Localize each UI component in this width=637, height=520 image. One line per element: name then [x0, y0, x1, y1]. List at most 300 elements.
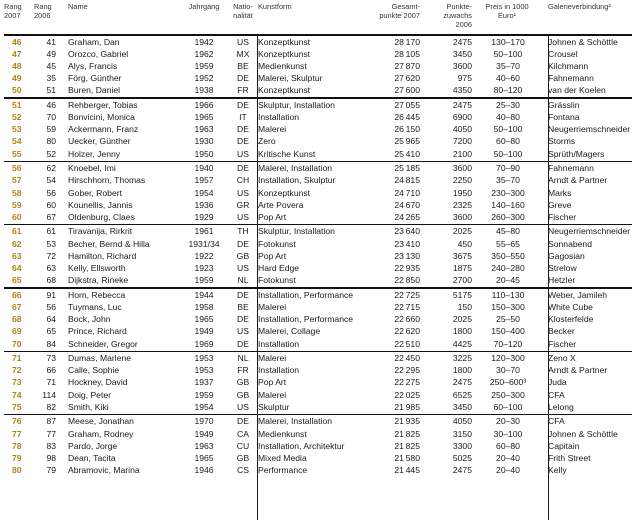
gallery: Arndt & Partner	[548, 175, 608, 186]
art-form: Skulptur, Installation	[258, 99, 335, 110]
rank-2006: 62	[46, 163, 56, 174]
rank-2007: 79	[12, 452, 22, 463]
nationality: FR	[237, 85, 249, 96]
birth-year: 1922	[194, 250, 214, 261]
nationality: US	[237, 263, 249, 273]
total-points: 28 170	[394, 36, 420, 47]
rank-2007: 77	[12, 428, 22, 439]
artist-name: Bonvicini, Monica	[68, 112, 135, 122]
price-range: 35–70	[496, 60, 520, 71]
gallery: Fahnemann	[548, 73, 594, 84]
price-range: 35–70	[496, 175, 520, 186]
rank-2006: 52	[46, 148, 56, 159]
rank-2006: 98	[46, 452, 56, 463]
rank-2007: 72	[12, 365, 22, 376]
artist-name: Tuymans, Luc	[68, 301, 122, 312]
nationality: TH	[237, 226, 249, 237]
price-range: 130–170	[491, 36, 525, 47]
nationality: GB	[236, 452, 250, 463]
column-separator	[257, 34, 258, 520]
art-form: Installation, Skulptur	[258, 175, 336, 186]
rank-2007: 74	[12, 389, 22, 400]
table-row	[0, 262, 637, 274]
gallery: Klosterfelde	[548, 314, 594, 325]
birth-year: 1949	[194, 326, 214, 337]
rank-2006: 68	[46, 275, 56, 286]
gallery: Strelow	[548, 263, 577, 273]
rank-2007: 66	[12, 289, 22, 300]
table-row	[0, 48, 637, 60]
price-range: 50–100	[493, 48, 523, 59]
points-gain: 3225	[452, 353, 472, 363]
nationality: DE	[237, 338, 249, 349]
price-range: 70–120	[493, 338, 523, 349]
birth-year: 1930	[194, 136, 214, 147]
points-gain: 3675	[452, 250, 472, 261]
birth-year: 1963	[194, 440, 214, 451]
price-range: 140–160	[491, 199, 525, 210]
table-row	[0, 72, 637, 84]
birth-year: 1929	[194, 211, 214, 222]
art-form: Malerei	[258, 301, 287, 312]
rank-2007: 71	[12, 353, 22, 363]
points-gain: 4050	[452, 124, 472, 135]
nationality: DE	[237, 289, 249, 300]
rank-2007: 59	[12, 199, 22, 210]
rank-2006: 67	[46, 211, 56, 222]
birth-year: 1931/34	[188, 238, 220, 249]
rank-2007: 51	[12, 99, 22, 110]
gallery: Becker	[548, 326, 575, 337]
gallery: Marks	[548, 187, 572, 198]
total-points: 21 985	[394, 401, 420, 412]
total-points: 26 445	[394, 112, 420, 122]
table-row	[0, 301, 637, 313]
price-range: 50–100	[493, 148, 523, 159]
nationality: US	[237, 211, 249, 222]
price-range: 60–100	[493, 401, 523, 412]
points-gain: 2250	[452, 175, 472, 186]
points-gain: 450	[457, 238, 472, 249]
total-points: 28 105	[394, 48, 420, 59]
artist-name: Uecker, Günther	[68, 136, 131, 147]
art-form: Malerei	[258, 389, 287, 400]
total-points: 27 870	[394, 60, 420, 71]
rank-2006: 72	[46, 250, 56, 261]
points-gain: 975	[457, 73, 472, 84]
nationality: CA	[237, 428, 249, 439]
artist-name: Bock, John	[68, 314, 111, 325]
birth-year: 1944	[194, 289, 214, 300]
points-gain: 4050	[452, 416, 472, 427]
price-range: 45–80	[496, 226, 520, 237]
gallery: Fahnemann	[548, 163, 594, 174]
points-gain: 3600	[452, 60, 472, 71]
art-form: Malerei	[258, 124, 287, 135]
rank-2007: 60	[12, 211, 22, 222]
rank-2006: 53	[46, 238, 56, 249]
total-points: 22 660	[394, 314, 420, 325]
art-form: Malerei	[258, 353, 287, 363]
rank-2007: 47	[12, 48, 22, 59]
nationality: GB	[236, 377, 250, 388]
table-row	[0, 338, 637, 350]
total-points: 22 275	[394, 377, 420, 388]
price-range: 60–80	[496, 440, 520, 451]
rank-2006: 77	[46, 428, 56, 439]
art-form: Mixed Media	[258, 452, 307, 463]
nationality: FR	[237, 365, 249, 376]
points-gain: 7200	[452, 136, 472, 147]
art-form: Skulptur	[258, 401, 290, 412]
price-range: 25–30	[496, 99, 520, 110]
price-range: 350–550	[491, 250, 525, 261]
total-points: 21 935	[394, 416, 420, 427]
gallery: Neugerriemschneider	[548, 124, 631, 135]
art-form: Konzeptkunst	[258, 187, 311, 198]
artist-name: Graham, Dan	[68, 36, 120, 47]
birth-year: 1938	[194, 85, 214, 96]
nationality: DE	[237, 136, 249, 147]
birth-year: 1953	[194, 365, 214, 376]
points-gain: 2025	[452, 314, 472, 325]
total-points: 23 410	[394, 238, 420, 249]
price-range: 70–90	[496, 163, 520, 174]
header-nationalitaet: Nationalität	[233, 2, 253, 20]
price-range: 250–300	[491, 389, 525, 400]
header-rang-2007: Rang 2007	[4, 2, 22, 20]
price-range: 20–30	[496, 416, 520, 427]
points-gain: 3150	[452, 428, 472, 439]
birth-year: 1942	[194, 36, 214, 47]
art-form: Medienkunst	[258, 60, 307, 71]
birth-year: 1952	[194, 73, 214, 84]
header-galerie: Galerieverbindung²	[548, 2, 611, 11]
artist-name: Graham, Rodney	[68, 428, 134, 439]
total-points: 22 025	[394, 389, 420, 400]
rank-2007: 61	[12, 226, 22, 237]
table-row	[0, 211, 637, 223]
points-gain: 2475	[452, 36, 472, 47]
rank-2007: 46	[12, 36, 22, 47]
birth-year: 1962	[194, 48, 214, 59]
price-range: 110–130	[491, 289, 525, 300]
table-row	[0, 99, 637, 111]
art-form: Installation	[258, 338, 300, 349]
art-form: Skulptur, Installation	[258, 226, 335, 237]
artist-name: Prince, Richard	[68, 326, 127, 337]
birth-year: 1958	[194, 301, 214, 312]
total-points: 22 725	[394, 289, 420, 300]
nationality: NL	[237, 275, 249, 286]
art-form: Hard Edge	[258, 263, 300, 273]
birth-year: 1946	[194, 465, 214, 476]
points-gain: 5175	[452, 289, 472, 300]
artist-name: Kelly, Ellsworth	[68, 263, 126, 273]
birth-year: 1954	[194, 401, 214, 412]
artist-name: Knoebel, Imi	[68, 163, 116, 174]
birth-year: 1959	[194, 389, 214, 400]
total-points: 27 055	[394, 99, 420, 110]
header-name: Name	[68, 2, 88, 11]
price-range: 80–120	[493, 85, 523, 96]
price-range: 250–600³	[489, 377, 527, 388]
nationality: GB	[236, 389, 250, 400]
rank-2007: 62	[12, 238, 22, 249]
birth-year: 1940	[194, 163, 214, 174]
birth-year: 1959	[194, 60, 214, 71]
rank-2007: 64	[12, 263, 22, 273]
rank-2007: 69	[12, 326, 22, 337]
total-points: 24 710	[394, 187, 420, 198]
artist-name: Abramovic, Marina	[68, 465, 140, 476]
table-row	[0, 464, 637, 476]
nationality: US	[237, 187, 249, 198]
rank-2006: 63	[46, 263, 56, 273]
table-row	[0, 111, 637, 123]
art-form: Konzeptkunst	[258, 85, 311, 96]
table-row	[0, 148, 637, 160]
points-gain: 2475	[452, 377, 472, 388]
artist-name: Doig, Peter	[68, 389, 111, 400]
rank-2006: 51	[46, 85, 56, 96]
gallery: Crousel	[548, 48, 578, 59]
artist-name: Smith, Kiki	[68, 401, 109, 412]
gallery: Kelly	[548, 465, 567, 476]
rank-2006: 83	[46, 440, 56, 451]
gallery: Gagosian	[548, 250, 585, 261]
artist-name: Hamilton, Richard	[68, 250, 137, 261]
points-gain: 3450	[452, 401, 472, 412]
birth-year: 1953	[194, 353, 214, 363]
header-rang-2006: Rang 2006	[34, 2, 52, 20]
total-points: 22 295	[394, 365, 420, 376]
rank-2007: 49	[12, 73, 22, 84]
birth-year: 1936	[194, 199, 214, 210]
price-range: 55–65	[496, 238, 520, 249]
rank-2007: 80	[12, 465, 22, 476]
rank-2007: 50	[12, 85, 22, 96]
rank-2006: 114	[42, 389, 56, 400]
rank-2006: 71	[46, 377, 56, 388]
artist-name: Alys, Francis	[68, 60, 118, 71]
points-gain: 3450	[452, 48, 472, 59]
rank-2007: 73	[12, 377, 22, 388]
table-row	[0, 123, 637, 135]
total-points: 22 715	[394, 301, 420, 312]
rank-2007: 56	[12, 163, 22, 174]
rank-2007: 68	[12, 314, 22, 325]
points-gain: 1875	[452, 263, 472, 273]
gallery: Juda	[548, 377, 567, 388]
art-form: Performance	[258, 465, 308, 476]
gallery: Sonnabend	[548, 238, 592, 249]
price-range: 40–60	[496, 73, 520, 84]
artist-name: Dijkstra, Rineke	[68, 275, 129, 286]
table-row	[0, 289, 637, 301]
table-row	[0, 376, 637, 388]
nationality: NL	[237, 353, 249, 363]
header-jahrgang: Jahrgang	[188, 2, 220, 11]
birth-year: 1970	[194, 416, 214, 427]
table-row	[0, 313, 637, 325]
points-gain: 2700	[452, 275, 472, 286]
nationality: CS	[237, 465, 249, 476]
nationality: US	[237, 36, 249, 47]
gallery: Storms	[548, 136, 576, 147]
rank-2007: 57	[12, 175, 22, 186]
nationality: US	[237, 401, 249, 412]
rank-2006: 59	[46, 124, 56, 135]
points-gain: 3600	[452, 163, 472, 174]
birth-year: 1965	[194, 452, 214, 463]
table-row	[0, 325, 637, 337]
nationality: IT	[239, 112, 247, 122]
gallery: Fischer	[548, 338, 577, 349]
table-row	[0, 84, 637, 96]
rank-2006: 56	[46, 187, 56, 198]
art-form: Konzeptkunst	[258, 36, 311, 47]
price-range: 30–70	[496, 365, 520, 376]
rank-2006: 45	[46, 60, 56, 71]
artist-name: Becher, Bernd & Hilla	[68, 238, 150, 249]
art-form: Installation	[258, 112, 300, 122]
price-range: 20–40	[496, 452, 520, 463]
total-points: 23 640	[394, 226, 420, 237]
price-range: 150–400	[491, 326, 525, 337]
gallery: Neugerriemschneider	[548, 226, 631, 237]
nationality: DE	[237, 73, 249, 84]
total-points: 22 450	[394, 353, 420, 363]
table-row	[0, 225, 637, 237]
art-form: Pop Art	[258, 211, 287, 222]
rank-2006: 60	[46, 199, 56, 210]
price-range: 240–280	[491, 263, 525, 273]
gallery: Greve	[548, 199, 572, 210]
artist-name: Rehberger, Tobias	[68, 99, 138, 110]
table-row	[0, 452, 637, 464]
table-row	[0, 60, 637, 72]
nationality: CH	[236, 175, 250, 186]
total-points: 22 935	[394, 263, 420, 273]
column-separator	[548, 34, 549, 520]
art-form: Zero	[258, 136, 276, 147]
rank-2006: 56	[46, 301, 56, 312]
art-form: Installation	[258, 365, 300, 376]
price-range: 30–100	[493, 428, 523, 439]
birth-year: 1965	[194, 112, 214, 122]
rank-2007: 70	[12, 338, 22, 349]
total-points: 25 410	[394, 148, 420, 159]
gallery: Sprüth/Magers	[548, 148, 605, 159]
rank-2006: 87	[46, 416, 56, 427]
nationality: DE	[237, 99, 249, 110]
rank-2006: 79	[46, 465, 56, 476]
points-gain: 4350	[452, 85, 472, 96]
points-gain: 2325	[452, 199, 472, 210]
points-gain: 2475	[452, 465, 472, 476]
rank-2006: 73	[46, 353, 56, 363]
rank-2006: 70	[46, 112, 56, 122]
art-form: Fotokunst	[258, 238, 296, 249]
gallery: Kilchmann	[548, 60, 589, 71]
points-gain: 5025	[452, 452, 472, 463]
rank-2007: 48	[12, 60, 22, 71]
birth-year: 1969	[194, 338, 214, 349]
table-row	[0, 135, 637, 147]
points-gain: 1950	[452, 187, 472, 198]
art-form: Pop Art	[258, 250, 287, 261]
total-points: 23 130	[394, 250, 420, 261]
rank-2006: 35	[46, 73, 56, 84]
rank-2007: 54	[12, 136, 22, 147]
points-gain: 6525	[452, 389, 472, 400]
rank-2006: 49	[46, 48, 56, 59]
header-kunstform: Kunstform	[258, 2, 292, 11]
points-gain: 4425	[452, 338, 472, 349]
nationality: DE	[237, 163, 249, 174]
birth-year: 1937	[194, 377, 214, 388]
table-row	[0, 428, 637, 440]
birth-year: 1961	[194, 226, 214, 237]
total-points: 22 620	[394, 326, 420, 337]
artist-name: Ackermann, Franz	[68, 124, 139, 135]
art-form: Malerei, Installation	[258, 163, 333, 174]
rank-2007: 75	[12, 401, 22, 412]
price-range: 20–40	[496, 465, 520, 476]
gallery: van der Koelen	[548, 85, 606, 96]
rank-2006: 61	[46, 226, 56, 237]
art-form: Fotokunst	[258, 275, 296, 286]
nationality: US	[237, 148, 249, 159]
rank-2007: 63	[12, 250, 22, 261]
points-gain: 2025	[452, 226, 472, 237]
price-range: 25–50	[496, 314, 520, 325]
art-form: Kritische Kunst	[258, 148, 316, 159]
birth-year: 1949	[194, 428, 214, 439]
nationality: US	[237, 326, 249, 337]
birth-year: 1957	[194, 175, 214, 186]
total-points: 22 510	[394, 338, 420, 349]
artist-name: Förg, Günther	[68, 73, 122, 84]
art-form: Malerei, Skulptur	[258, 73, 323, 84]
table-row	[0, 389, 637, 401]
artist-name: Dean, Tacita	[68, 452, 116, 463]
artist-name: Buren, Daniel	[68, 85, 121, 96]
price-range: 260–300	[491, 211, 525, 222]
gallery: Johnen & Schöttle	[548, 428, 618, 439]
artist-name: Gober, Robert	[68, 187, 122, 198]
rank-2006: 54	[46, 175, 56, 186]
birth-year: 1965	[194, 314, 214, 325]
artist-name: Pardo, Jorge	[68, 440, 118, 451]
total-points: 24 815	[394, 175, 420, 186]
price-range: 120–300	[491, 353, 525, 363]
rank-2007: 53	[12, 124, 22, 135]
table-row	[0, 352, 637, 364]
art-form: Installation, Performance	[258, 289, 354, 300]
nationality: CU	[236, 440, 250, 451]
rank-2007: 52	[12, 112, 22, 122]
birth-year: 1950	[194, 148, 214, 159]
artist-name: Horn, Rebecca	[68, 289, 126, 300]
table-row	[0, 440, 637, 452]
total-points: 21 445	[394, 465, 420, 476]
price-range: 60–80	[496, 136, 520, 147]
gallery: Zeno X	[548, 353, 576, 363]
gallery: White Cube	[548, 301, 593, 312]
nationality: DE	[237, 416, 249, 427]
